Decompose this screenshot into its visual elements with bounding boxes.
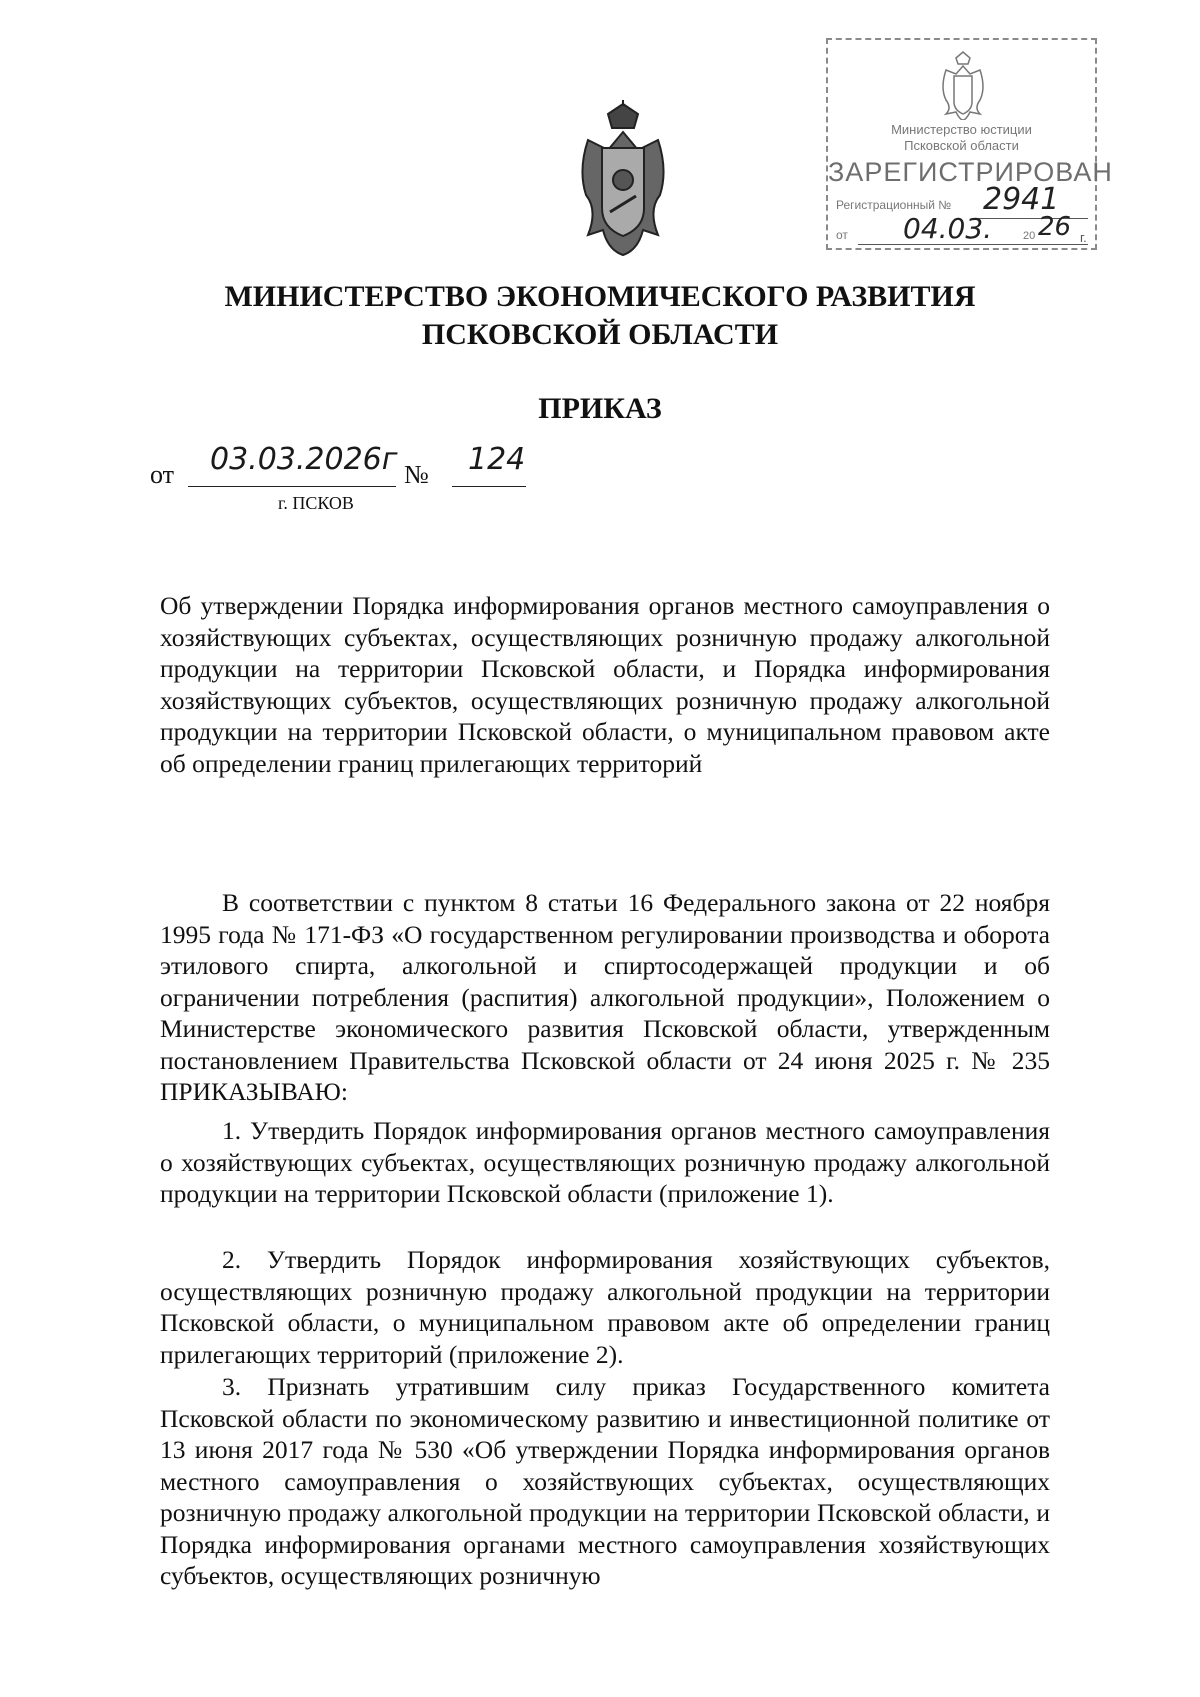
city: г. ПСКОВ (278, 493, 354, 513)
coat-of-arms-icon (568, 100, 678, 260)
order-subject: Об утверждении Порядка информирования органов местного самоуправления о хозяйствующих субъектах, осуществляющих розничную продажу алкогольной продукции на территории Псковской области, и Порядка информирования хозяйствующих субъектов, осуществляющих розничную продажу алкогольной продукции на территории Псковской области, о муниципальном правовом акте об определении границ прилегающих территорий (160, 591, 1050, 778)
preamble-paragraph: В соответствии с пунктом 8 статьи 16 Федерального закона от 22 ноября 1995 года № 171-ФЗ «О государственном регулировании производства и оборота этилового спирта, алкогольной и спиртосодержащей продукции и об ограничении потребления (распития) алкогольной продукции», Положением о Министерстве экономического развития Псковской области, утвержденным постановлением Правительства Псковской области от 24 июня 2025 г. № 235 ПРИКАЗЫВАЮ: (160, 888, 1050, 1106)
stamp-date-prefix: от (836, 228, 848, 242)
order-number: 124 (468, 442, 526, 477)
order-item-3: 3. Признать утратившим силу приказ Государственного комитета Псковской области по экономическому развитию и инвестиционной политике от 13 июня 2017 года № 530 «Об утверждении Порядка информирования органов местного самоуправления о хозяйствующих субъектах, осуществляющих розничную продажу алкогольной продукции на территории Псковской области, и Порядка информирования органами местного самоуправления хозяйствующих субъектов, осуществляющих розничную (160, 1372, 1050, 1590)
order-item-1: 1. Утвердить Порядок информирования органов местного самоуправления о хозяйствующих субъектах, осуществляющих розничную продажу алкогольной продукции на территории Псковской области (приложение 1). (160, 1116, 1050, 1208)
stamp-status: ЗАРЕГИСТРИРОВАН (828, 157, 1113, 187)
stamp-date: 04.03. (903, 212, 993, 245)
document-type: ПРИКАЗ (538, 392, 662, 425)
date-underline (188, 486, 396, 487)
stamp-year-suffix: г. (1080, 230, 1087, 245)
ministry-title-line2: ПСКОВСКОЙ ОБЛАСТИ (421, 318, 779, 351)
stamp-coat-of-arms-icon (936, 50, 990, 120)
ministry-title-line1: МИНИСТЕРСТВО ЭКОНОМИЧЕСКОГО РАЗВИТИЯ (224, 280, 976, 313)
stamp-year-prefix: 20 (1023, 230, 1036, 242)
stamp-reg-underline (978, 218, 1088, 219)
stamp-reg-label: Регистрационный № (836, 198, 952, 212)
registration-stamp (826, 38, 1113, 250)
stamp-date-underline (858, 244, 1088, 245)
number-prefix: № (404, 460, 429, 489)
stamp-reg-number: 2941 (983, 182, 1060, 217)
stamp-ministry-line2: Псковской области (904, 138, 1019, 153)
stamp-ministry-line1: Министерство юстиции (891, 122, 1032, 137)
date-prefix: от (150, 460, 175, 489)
number-underline (452, 486, 526, 487)
order-item-2: 2. Утвердить Порядок информирования хозяйствующих субъектов, осуществляющих розничную продажу алкогольной продукции на территории Псковской области, о муниципальном правовом акте об определении границ прилегающих территорий (приложение 2). (160, 1245, 1050, 1369)
order-date: 03.03.2026г (210, 442, 398, 477)
stamp-year: 26 (1038, 212, 1072, 242)
